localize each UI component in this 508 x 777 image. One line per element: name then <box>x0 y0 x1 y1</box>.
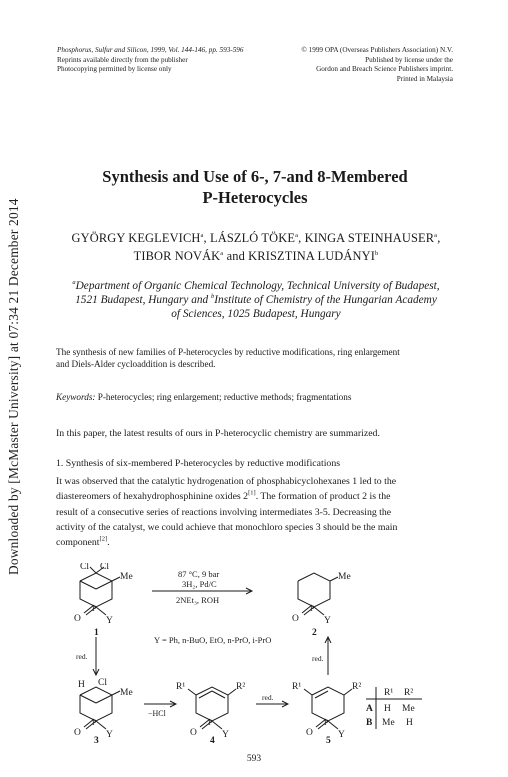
label-o: O <box>306 728 313 738</box>
me-bond <box>112 691 120 695</box>
ref-2: [2] <box>99 535 108 543</box>
keywords <box>56 392 458 402</box>
compound-2-number: 2 <box>312 628 317 638</box>
condition-base: 2NEt₃, ROH <box>176 595 220 605</box>
ring-4 <box>196 687 228 721</box>
author-sup: a <box>200 231 204 239</box>
cyclopropane-bond <box>80 695 96 703</box>
label-p: P <box>310 604 315 613</box>
table-row-a-r1: H <box>384 704 391 714</box>
body-line-3: result of a consecutive series of reactions involving intermediates 3-5. Decreasing the <box>56 506 392 518</box>
label-p: P <box>92 604 97 613</box>
affil-line-3: of Sciences, 1025 Budapest, Hungary <box>171 308 341 320</box>
compound-1-number: 1 <box>94 628 99 638</box>
title-line-1: Synthesis and Use of 6-, 7-and 8-Membered <box>102 167 408 186</box>
table-row-a-r2: Me <box>402 704 415 714</box>
license-line: Published by license under the <box>365 55 453 64</box>
label-me: Me <box>338 572 351 582</box>
download-note: Downloaded by [McMaster University] at 07:34 21 December 2014 <box>6 198 21 575</box>
paper-title <box>60 166 450 208</box>
abstract <box>56 346 458 371</box>
cyclopropane-bond <box>96 581 112 589</box>
body-line-2 <box>56 489 458 504</box>
label-me: Me <box>120 572 133 582</box>
body-line-1: It was observed that the catalytic hydrogenation of phosphabicyclohexanes 1 led to the <box>56 476 397 487</box>
author-novak: TIBOR NOVÁK <box>133 249 221 263</box>
label-h: H <box>78 680 85 690</box>
keywords-text: P-heterocycles; ring enlargement; reductive methods; fragmentations <box>95 392 352 402</box>
author-sup: a <box>295 231 299 239</box>
ring-1 <box>80 573 112 607</box>
me-bond <box>112 577 120 581</box>
affiliations <box>56 279 456 321</box>
title-line-2: P-Heterocycles <box>202 188 308 207</box>
abstract-line-2: and Diels-Alder cycloaddition is described. <box>56 359 216 370</box>
body-line-5 <box>56 535 458 550</box>
journal-citation: Phosphorus, Sulfur and Silicon, 1999, Vol. 144-146, pp. 593-596 <box>57 46 244 54</box>
journal-header-right <box>282 46 453 84</box>
red-label-middle: red. <box>262 693 274 702</box>
author-toke: , LÁSZLÓ TÖKE <box>203 231 296 245</box>
label-o: O <box>292 614 299 624</box>
py-bond <box>96 721 106 729</box>
author-steinhauser: , KINGA STEINHAUSER <box>298 231 435 245</box>
intro-sentence: In this paper, the latest results of ours in P-heterocyclic chemistry are summarized. <box>56 428 380 439</box>
reaction-scheme <box>60 563 460 743</box>
affil-text-2a: 1521 Budapest, Hungary and <box>75 294 212 306</box>
label-p: P <box>324 718 329 727</box>
label-cl: Cl <box>80 563 89 572</box>
body-line-4: activity of the catalyst, we could achieve that monochloro species 3 should be the main <box>56 521 398 533</box>
red-label-right: red. <box>312 654 324 663</box>
label-p: P <box>92 718 97 727</box>
affil-text-1: Department of Organic Chemical Technology, Technical University of Budapest, <box>75 280 440 292</box>
ref-1: [1] <box>248 490 256 498</box>
affil-line-2 <box>56 293 456 307</box>
hcl-label: −HCl <box>148 709 166 718</box>
abstract-line-1: The synthesis of new families of P-heterocycles by reductive modifications, ring enlargement <box>56 347 400 357</box>
label-o: O <box>190 728 197 738</box>
cyclopropane-bond <box>96 695 112 703</box>
r-bond <box>304 689 312 695</box>
affil-sup: a <box>72 279 76 287</box>
body-line-5b: . <box>107 537 110 549</box>
me-bond <box>330 577 338 581</box>
body-line-2a: diastereomers of hexahydrophosphinine oxides 2 <box>56 491 249 503</box>
r-bond <box>344 689 352 695</box>
authors-line-2 <box>56 247 456 265</box>
keywords-label: Keywords: <box>56 392 96 402</box>
py-bond <box>328 721 338 729</box>
printed-line: Printed in Malaysia <box>396 74 453 83</box>
section-heading: 1. Synthesis of six-membered P-heterocycles by reductive modifications <box>56 458 341 469</box>
label-o: O <box>74 728 81 738</box>
author-sup: a <box>220 249 224 257</box>
body-line-5a: component <box>56 537 100 549</box>
label-me: Me <box>120 688 133 698</box>
ring-2 <box>298 573 330 607</box>
reprints-note: Reprints available directly from the publisher <box>57 55 188 64</box>
table-header-r1: R¹ <box>384 688 394 698</box>
ring-5 <box>312 687 344 721</box>
photocopy-note: Photocopying permitted by license only <box>57 65 172 74</box>
compound-3-number: 3 <box>94 736 99 743</box>
condition-temp: 87 °C, 9 bar <box>178 569 220 579</box>
red-label-left: red. <box>76 652 88 661</box>
label-r2: R² <box>352 682 362 692</box>
imprint-line: Gordon and Breach Science Publishers imprint. <box>316 65 453 74</box>
body-paragraph <box>56 474 458 550</box>
page-number: 593 <box>246 754 262 764</box>
author-list <box>56 229 456 265</box>
py-bond <box>314 607 324 615</box>
table-row-b-r1: Me <box>382 718 395 728</box>
py-bond <box>212 721 222 729</box>
label-y: Y <box>106 616 113 626</box>
body-line-2b: . The formation of product 2 is the <box>255 491 391 503</box>
affil-line-1 <box>56 279 456 293</box>
compound-5-number: 5 <box>326 736 331 743</box>
label-r1: R¹ <box>292 682 302 692</box>
label-o: O <box>74 614 81 624</box>
compound-4-number: 4 <box>210 736 215 743</box>
label-cl: Cl <box>100 563 109 572</box>
label-y: Y <box>338 730 345 740</box>
table-row-b-r2: H <box>406 718 413 728</box>
label-y: Y <box>106 730 113 740</box>
journal-header-left <box>57 46 317 75</box>
label-cl: Cl <box>98 678 107 688</box>
authors-line-1: GYÖRGY KEGLEVICH$^a$, LÁSZLÓ TÖKE$^a$, KINGA STEINHAUSER$^a$, <box>71 231 441 245</box>
label-r2: R² <box>236 682 246 692</box>
ring-3 <box>80 687 112 721</box>
r-bond <box>228 689 236 695</box>
cl-bond <box>90 567 96 573</box>
table-row-a-label: A <box>366 704 373 714</box>
table-row-b-label: B <box>366 718 373 728</box>
label-y: Y <box>324 616 331 626</box>
author-sup: a <box>434 231 438 239</box>
table-header-r2: R² <box>404 688 414 698</box>
affil-sup: b <box>211 293 215 301</box>
r-bond <box>188 689 196 695</box>
affil-text-2b: Institute of Chemistry of the Hungarian Academy <box>214 294 437 306</box>
cyclopropane-bond <box>80 581 96 589</box>
label-p: P <box>208 718 213 727</box>
condition-h2: 3H₂, Pd/C <box>182 579 217 589</box>
label-r1: R¹ <box>176 682 186 692</box>
copyright-line: © 1999 OPA (Overseas Publishers Association) N.V. <box>301 46 453 54</box>
author-ludanyi: and KRISZTINA LUDÁNYI <box>223 249 375 263</box>
author-sup: b <box>374 249 379 257</box>
author-keglevich: GYÖRGY KEGLEVICH <box>71 231 201 245</box>
label-y: Y <box>222 730 229 740</box>
py-bond <box>96 607 106 615</box>
y-definition: Y = Ph, n-BuO, EtO, n-PrO, i-PrO <box>154 635 272 645</box>
